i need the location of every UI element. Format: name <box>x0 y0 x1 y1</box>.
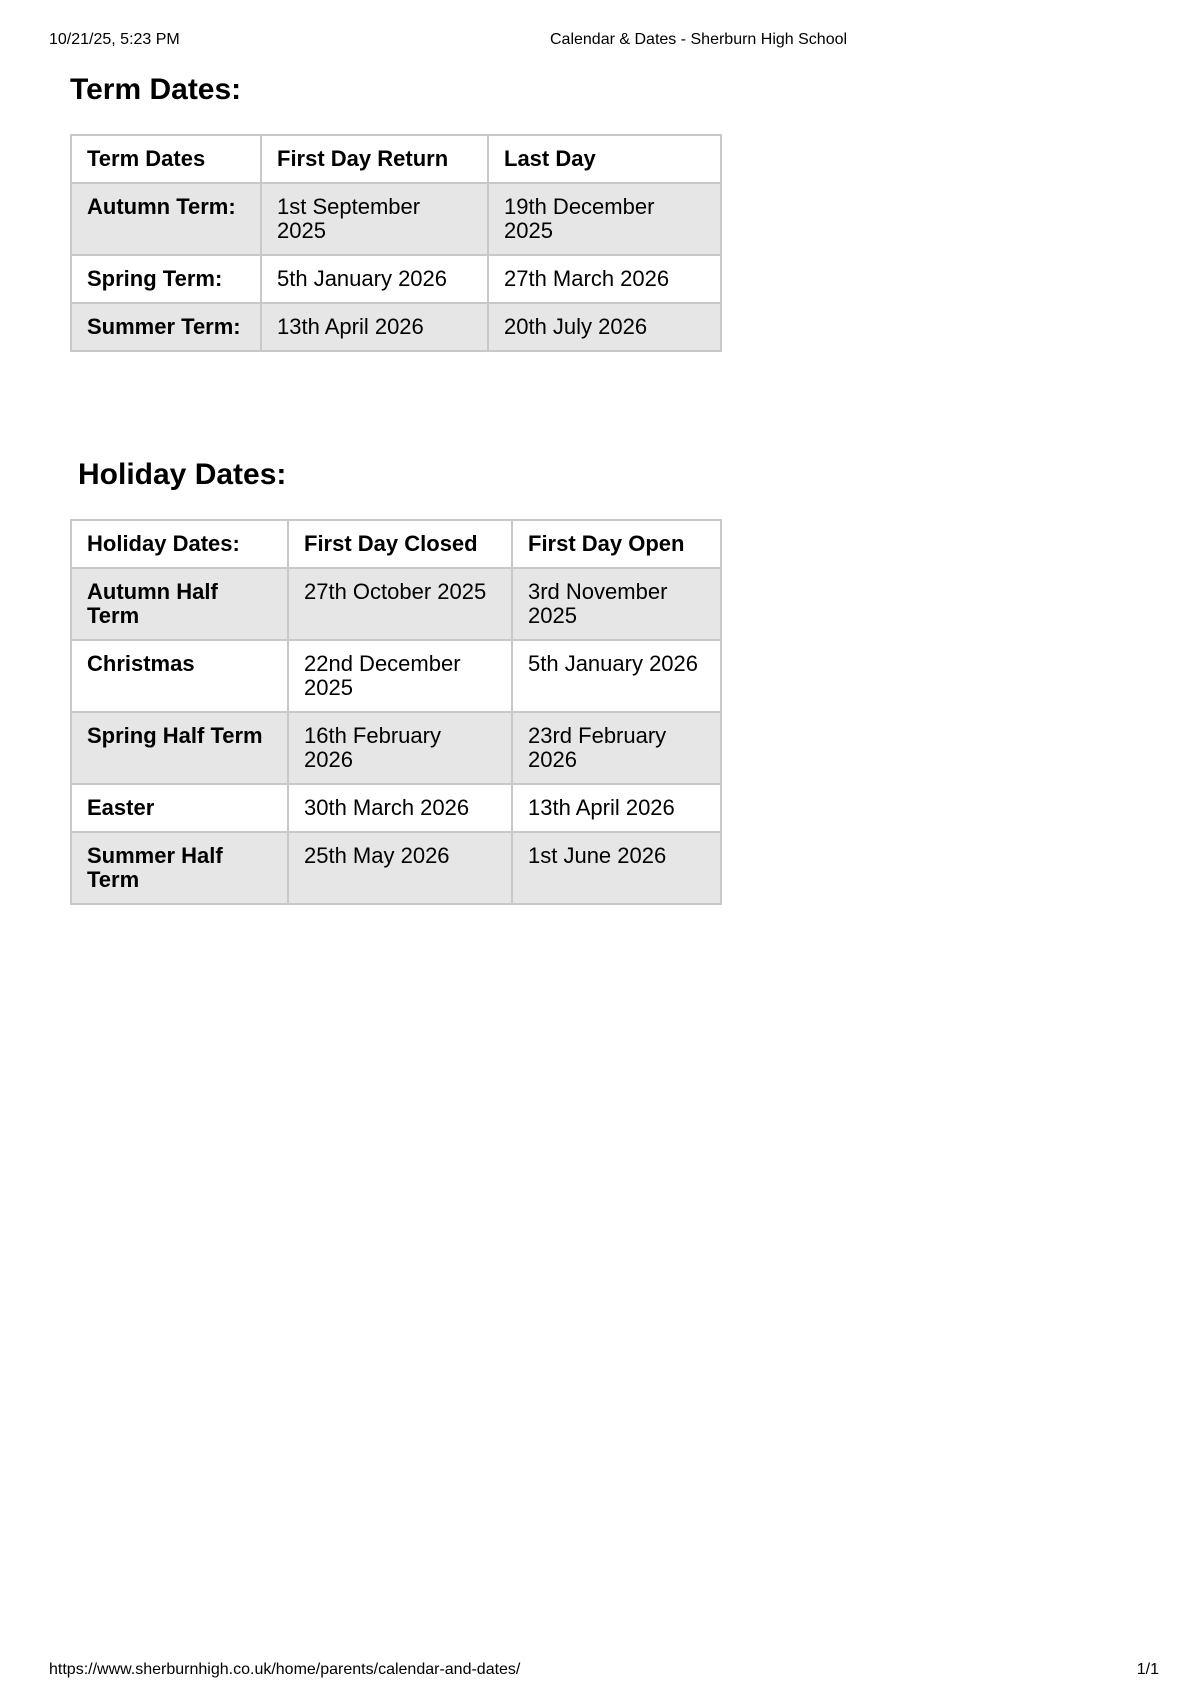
term-dates-heading: Term Dates: <box>70 73 242 106</box>
first-day-closed: 16th February 2026 <box>288 712 512 784</box>
print-timestamp: 10/21/25, 5:23 PM <box>49 31 180 48</box>
table-header-row <box>71 520 721 568</box>
table-header-row <box>71 135 721 183</box>
last-day: 27th March 2026 <box>488 255 721 303</box>
term-dates-table <box>70 134 722 352</box>
column-header-first-day-return: First Day Return <box>261 135 488 183</box>
first-day-return: 5th January 2026 <box>261 255 488 303</box>
table-row-spring-half-term <box>71 712 721 784</box>
table-row-summer-half-term <box>71 832 721 904</box>
table-row-christmas <box>71 640 721 712</box>
holiday-name: Easter <box>71 784 288 832</box>
column-header-holiday: Holiday Dates: <box>71 520 288 568</box>
holiday-dates-heading: Holiday Dates: <box>78 458 287 491</box>
first-day-closed: 27th October 2025 <box>288 568 512 640</box>
term-name: Autumn Term: <box>71 183 261 255</box>
print-page-title: Calendar & Dates - Sherburn High School <box>550 31 848 48</box>
term-name: Spring Term: <box>71 255 261 303</box>
table-row-summer-term <box>71 303 721 351</box>
first-day-return: 1st September 2025 <box>261 183 488 255</box>
holiday-name: Summer Half Term <box>71 832 288 904</box>
holiday-dates-table <box>70 519 722 905</box>
column-header-first-day-open: First Day Open <box>512 520 721 568</box>
holiday-name: Spring Half Term <box>71 712 288 784</box>
column-header-first-day-closed: First Day Closed <box>288 520 512 568</box>
first-day-return: 13th April 2026 <box>261 303 488 351</box>
page-url: https://www.sherburnhigh.co.uk/home/parents/calendar-and-dates/ <box>49 1661 521 1678</box>
last-day: 20th July 2026 <box>488 303 721 351</box>
last-day: 19th December 2025 <box>488 183 721 255</box>
first-day-open: 1st June 2026 <box>512 832 721 904</box>
first-day-open: 23rd February 2026 <box>512 712 721 784</box>
term-name: Summer Term: <box>71 303 261 351</box>
first-day-open: 5th January 2026 <box>512 640 721 712</box>
table-row-autumn-half-term <box>71 568 721 640</box>
first-day-closed: 30th March 2026 <box>288 784 512 832</box>
first-day-closed: 22nd December 2025 <box>288 640 512 712</box>
first-day-open: 3rd November 2025 <box>512 568 721 640</box>
table-row-autumn-term <box>71 183 721 255</box>
table-row-easter <box>71 784 721 832</box>
first-day-closed: 25th May 2026 <box>288 832 512 904</box>
column-header-term: Term Dates <box>71 135 261 183</box>
column-header-last-day: Last Day <box>488 135 721 183</box>
holiday-name: Christmas <box>71 640 288 712</box>
page-number: 1/1 <box>1136 1661 1159 1678</box>
holiday-name: Autumn Half Term <box>71 568 288 640</box>
first-day-open: 13th April 2026 <box>512 784 721 832</box>
table-row-spring-term <box>71 255 721 303</box>
